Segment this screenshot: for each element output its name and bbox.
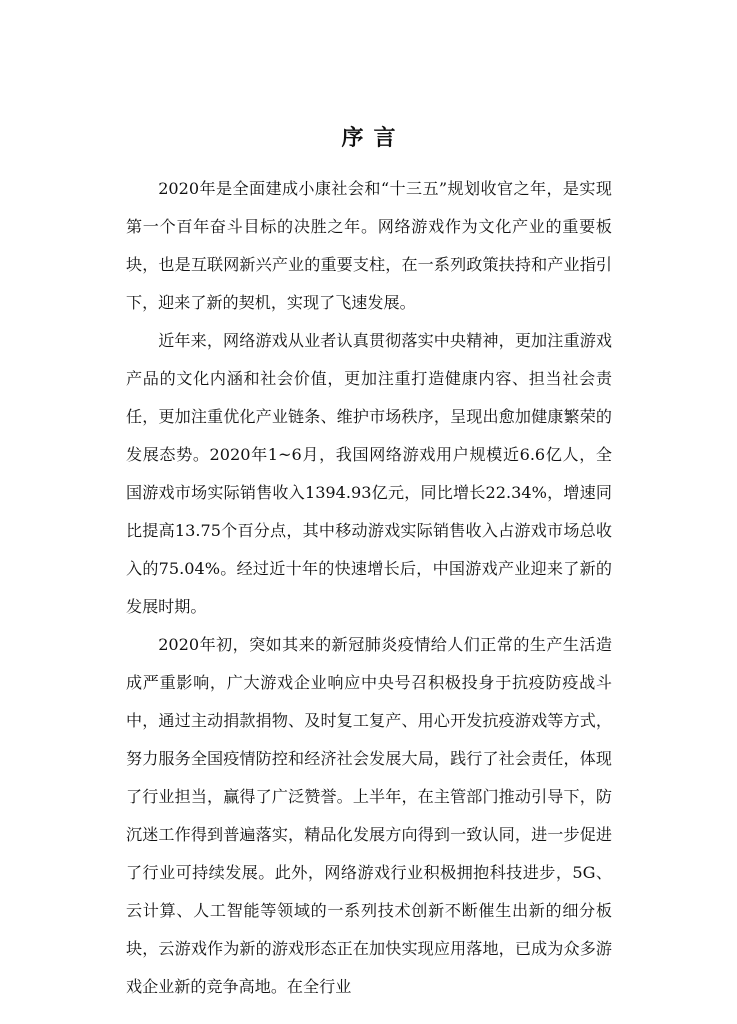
body-text	[126, 170, 612, 1006]
paragraph-2: 近年来，网络游戏从业者认真贯彻落实中央精神，更加注重游戏产品的文化内涵和社会价值，更加注重打造健康内容、担当社会责任，更加注重优化产业链条、维护市场秩序，呈现出愈加健康繁荣的发展态势。2020年1~6月，我国网络游戏用户规模近6.6亿人，全国游戏市场实际销售收入1394.93亿元，同比增长22.34%，增速同比提高13.75个百分点，其中移动游戏实际销售收入占游戏市场总收入的75.04%。经过近十年的快速增长后，中国游戏产业迎来了新的发展时期。	[126, 331, 612, 616]
page-title: 序言	[341, 126, 406, 151]
paragraph-3: 2020年初，突如其来的新冠肺炎疫情给人们正常的生产生活造成严重影响，广大游戏企业响应中央号召积极投身于抗疫防疫战斗中，通过主动捐款捐物、及时复工复产、用心开发抗疫游戏等方式，努力服务全国疫情防控和经济社会发展大局，践行了社会责任，体现了行业担当，赢得了广泛赞誉。上半年，在主管部门推动引导下，防沉迷工作得到普遍落实，精品化发展方向得到一致认同，进一步促进了行业可持续发展。此外，网络游戏行业积极拥抱科技进步，5G、云计算、人工智能等领域的一系列技术创新不断催生出新的细分板块，云游戏作为新的游戏形态正在加快实现应用落地，已成为众多游戏企业新的竞争高地。在全行业	[126, 635, 612, 996]
paragraph-1: 2020年是全面建成小康社会和“十三五”规划收官之年，是实现第一个百年奋斗目标的决胜之年。网络游戏作为文化产业的重要板块，也是互联网新兴产业的重要支柱，在一系列政策扶持和产业指引下，迎来了新的契机，实现了飞速发展。	[126, 179, 612, 312]
